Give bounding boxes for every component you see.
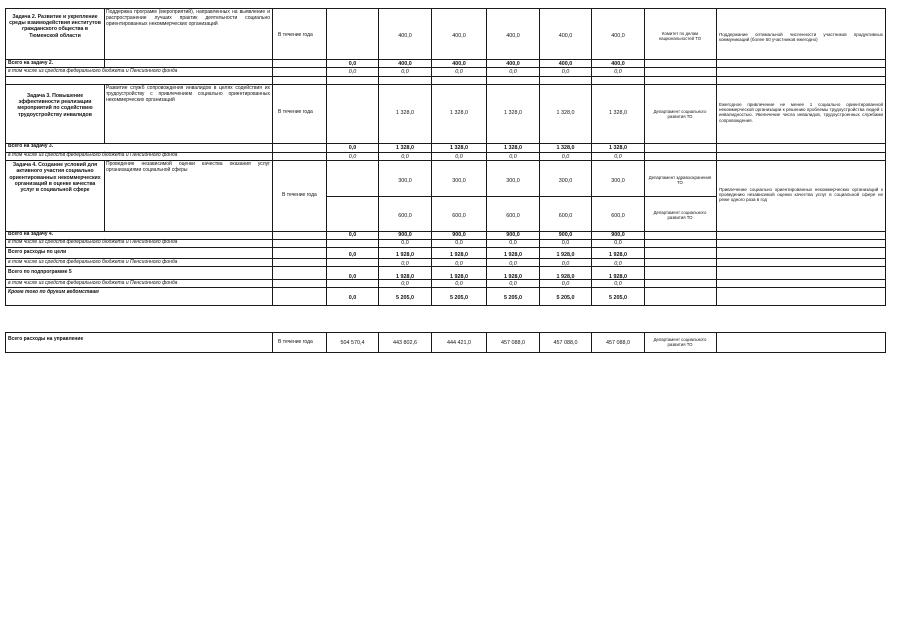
task3-fed-5: 0,0: [561, 154, 570, 160]
task4-value-b-5: 600,0: [611, 213, 625, 219]
task2-value-4: 400,0: [558, 33, 573, 39]
management-value-2: 443 802,6: [393, 340, 417, 346]
task2-total-1: 0,0: [348, 61, 357, 67]
subprogram-fed-5: 0,0: [614, 281, 622, 287]
subprogram-fed-3: 0,0: [509, 281, 517, 287]
management-value-5: 457 088,0: [553, 340, 578, 346]
task3-total-1: 0,0: [348, 145, 357, 151]
goal-fed-3: 0,0: [509, 261, 517, 267]
subprogram-fed-1: 0,0: [401, 281, 409, 287]
subprogram-fed-4: 0,0: [561, 281, 570, 287]
task2-total-label: Всего на задачу 2.: [8, 60, 54, 66]
task4-value-b-3: 600,0: [506, 213, 520, 219]
task4-fed-1: 0,0: [401, 240, 409, 246]
task4-value-b-1: 600,0: [398, 213, 412, 219]
task4-fed-4: 0,0: [561, 240, 570, 246]
subprogram-total-2: 1 928,0: [396, 274, 414, 280]
goal-total-3: 1 928,0: [450, 252, 468, 258]
task2-value-2: 400,0: [452, 33, 466, 39]
other-agencies-1: 0,0: [348, 295, 357, 301]
task2-executor: Комитет по делам национальностей ТО: [658, 31, 702, 41]
task2-fed-2: 0,0: [401, 69, 409, 75]
task3-activity: Развитие служб сопровождения инвалидов в целях содействия их трудоустройству с привлечением социально ориентированных некоммерческих организаций: [106, 85, 270, 103]
task3-value-4: 1 328,0: [556, 110, 575, 116]
task3-fed-3: 0,0: [455, 154, 463, 160]
task2-fed-label: в том числе из средств федерального бюджета и Пенсионного фонда: [8, 68, 178, 74]
task2-fed-3: 0,0: [455, 69, 463, 75]
subprogram-total-6: 1 928,0: [609, 274, 627, 280]
goal-fed-label: в том числе из средств федерального бюджета и Пенсионного фонда: [8, 259, 178, 265]
task2-total-5: 400,0: [558, 61, 573, 67]
task4-total-label: Всего на задачу 4.: [8, 231, 54, 237]
task4-indicator: Привлечение социально ориентированных некоммерческих организаций к проведению независимой оценки качества услуг в социальной сфере не реже одного раза в год: [719, 187, 883, 203]
task3-executor: Департамент социального развития ТО: [653, 109, 707, 119]
task3-fed-2: 0,0: [401, 154, 409, 160]
task3-title: Задача 3. Повышение эффективности реализации мероприятий по содействию трудоустройству инвалидов: [17, 93, 93, 118]
task2-fed-6: 0,0: [614, 69, 622, 75]
task3-fed-label: в том числе из средств федерального бюджета и Пенсионного фонда: [8, 152, 178, 158]
task2-fed-4: 0,0: [509, 69, 517, 75]
management-value-6: 457 088,0: [606, 340, 630, 346]
task4-value-a-4: 300,0: [558, 178, 573, 184]
subprogram-total-3: 1 928,0: [450, 274, 468, 280]
task2-fed-5: 0,0: [561, 69, 570, 75]
task4-total-4: 900,0: [506, 232, 520, 238]
task2-activity: Поддержка программ (мероприятий), направленных на выявление и распространение лучших практик деятельности социально ориентированных некоммерческих организаций: [106, 9, 270, 27]
management-label: Всего расходы на управление: [8, 336, 84, 342]
task4-fed-label: в том числе из средств федерального бюджета и Пенсионного фонда: [8, 239, 178, 245]
task3-total-2: 1 328,0: [396, 145, 414, 151]
other-agencies-6: 5 205,0: [609, 295, 627, 301]
management-period: В течение года: [278, 339, 313, 345]
task3-value-5: 1 328,0: [609, 110, 627, 116]
management-value-4: 457 088,0: [501, 340, 525, 346]
task2-total-2: 400,0: [398, 61, 412, 67]
goal-fed-1: 0,0: [401, 261, 409, 267]
task3-value-3: 1 328,0: [504, 110, 522, 116]
task2-total-4: 400,0: [506, 61, 520, 67]
task3-fed-4: 0,0: [509, 154, 517, 160]
subprogram-total-1: 0,0: [348, 274, 357, 280]
goal-fed-2: 0,0: [455, 261, 463, 267]
task2-title: Задача 2. Развитие и укрепление среды взаимодействия институтов гражданского общества в Тюменской области: [9, 14, 101, 39]
task3-value-1: 1 328,0: [396, 110, 414, 116]
task2-indicator: Поддержание оптимальной численности участников продуктивных коммуникаций (более 50 участников ежегодно): [719, 32, 883, 43]
task4-total-1: 0,0: [348, 232, 357, 238]
subprogram-total-4: 1 928,0: [504, 274, 522, 280]
task4-fed-5: 0,0: [614, 240, 622, 246]
task4-executor-a: Департамент здравоохранения ТО: [648, 175, 712, 185]
goal-fed-5: 0,0: [614, 261, 622, 267]
goal-total-2: 1 928,0: [396, 252, 414, 258]
task3-fed-1: 0,0: [348, 154, 357, 160]
task4-total-3: 900,0: [452, 232, 466, 238]
task3-value-2: 1 328,0: [450, 110, 468, 116]
task3-total-5: 1 328,0: [556, 145, 575, 151]
task2-value-1: 400,0: [398, 33, 412, 39]
task3-total-label: Всего на задачу 3.: [8, 143, 54, 149]
management-executor: Департамент социального развития ТО: [653, 337, 707, 347]
subprogram-total-5: 1 928,0: [556, 274, 575, 280]
subprogram-fed-label: в том числе из средств федерального бюджета и Пенсионного фонда: [8, 280, 178, 286]
other-agencies-label: Кроме того по другим ведомствам: [8, 289, 99, 295]
task4-value-b-2: 600,0: [452, 213, 466, 219]
task4-total-6: 900,0: [611, 232, 625, 238]
subprogram-total-label: Всего по подпрограмме 5: [8, 269, 72, 275]
goal-total-5: 1 928,0: [556, 252, 575, 258]
task3-fed-6: 0,0: [614, 154, 622, 160]
task2-total-3: 400,0: [452, 61, 466, 67]
task3-total-4: 1 328,0: [504, 145, 522, 151]
task4-total-5: 900,0: [558, 232, 573, 238]
task2-total-6: 400,0: [611, 61, 625, 67]
other-agencies-3: 5 205,0: [450, 295, 468, 301]
task4-value-b-4: 600,0: [558, 213, 573, 219]
goal-total-4: 1 928,0: [504, 252, 522, 258]
other-agencies-5: 5 205,0: [556, 295, 575, 301]
task4-value-a-2: 300,0: [452, 178, 466, 184]
goal-total-6: 1 928,0: [609, 252, 627, 258]
goal-total-label: Всего расходы по цели: [8, 249, 67, 255]
task4-executor-b: Департамент социального развития ТО: [653, 210, 707, 220]
management-value-3: 444 421,0: [447, 340, 471, 346]
task4-fed-2: 0,0: [455, 240, 463, 246]
goal-fed-4: 0,0: [561, 261, 570, 267]
task4-total-2: 900,0: [398, 232, 412, 238]
task2-value-5: 400,0: [611, 33, 625, 39]
task3-period: В течение года: [278, 109, 313, 115]
task2-value-3: 400,0: [506, 33, 520, 39]
other-agencies-4: 5 205,0: [504, 295, 522, 301]
task2-period: В течение года: [278, 32, 313, 38]
task3-indicator: Ежегодное привлечение не менее 1 социально ориентированной некоммерческой организации к решению проблемы трудоустройства людей с инвалидностью. Увеличение числа инвалидов, трудоустроенных службами сопровождения.: [719, 102, 883, 123]
task4-value-a-3: 300,0: [506, 178, 520, 184]
task4-value-a-1: 300,0: [398, 178, 412, 184]
task2-fed-1: 0,0: [348, 69, 357, 75]
task3-total-6: 1 328,0: [609, 145, 627, 151]
task4-fed-3: 0,0: [509, 240, 517, 246]
task3-total-3: 1 328,0: [450, 145, 468, 151]
other-agencies-2: 5 205,0: [396, 295, 414, 301]
task4-title: Задача 4. Создание условий для активного участия социально ориентированных некоммерческих организаций в оценке качества услуг в социальной сфере: [9, 162, 101, 194]
management-value-1: 504 570,4: [340, 340, 365, 346]
task4-activity: Проведение независимой оценки качества оказания услуг организациями социальной сферы: [106, 161, 270, 173]
subprogram-fed-2: 0,0: [455, 281, 463, 287]
goal-total-1: 0,0: [348, 252, 357, 258]
task4-period: В течение года: [282, 192, 317, 198]
task4-value-a-5: 300,0: [611, 178, 625, 184]
